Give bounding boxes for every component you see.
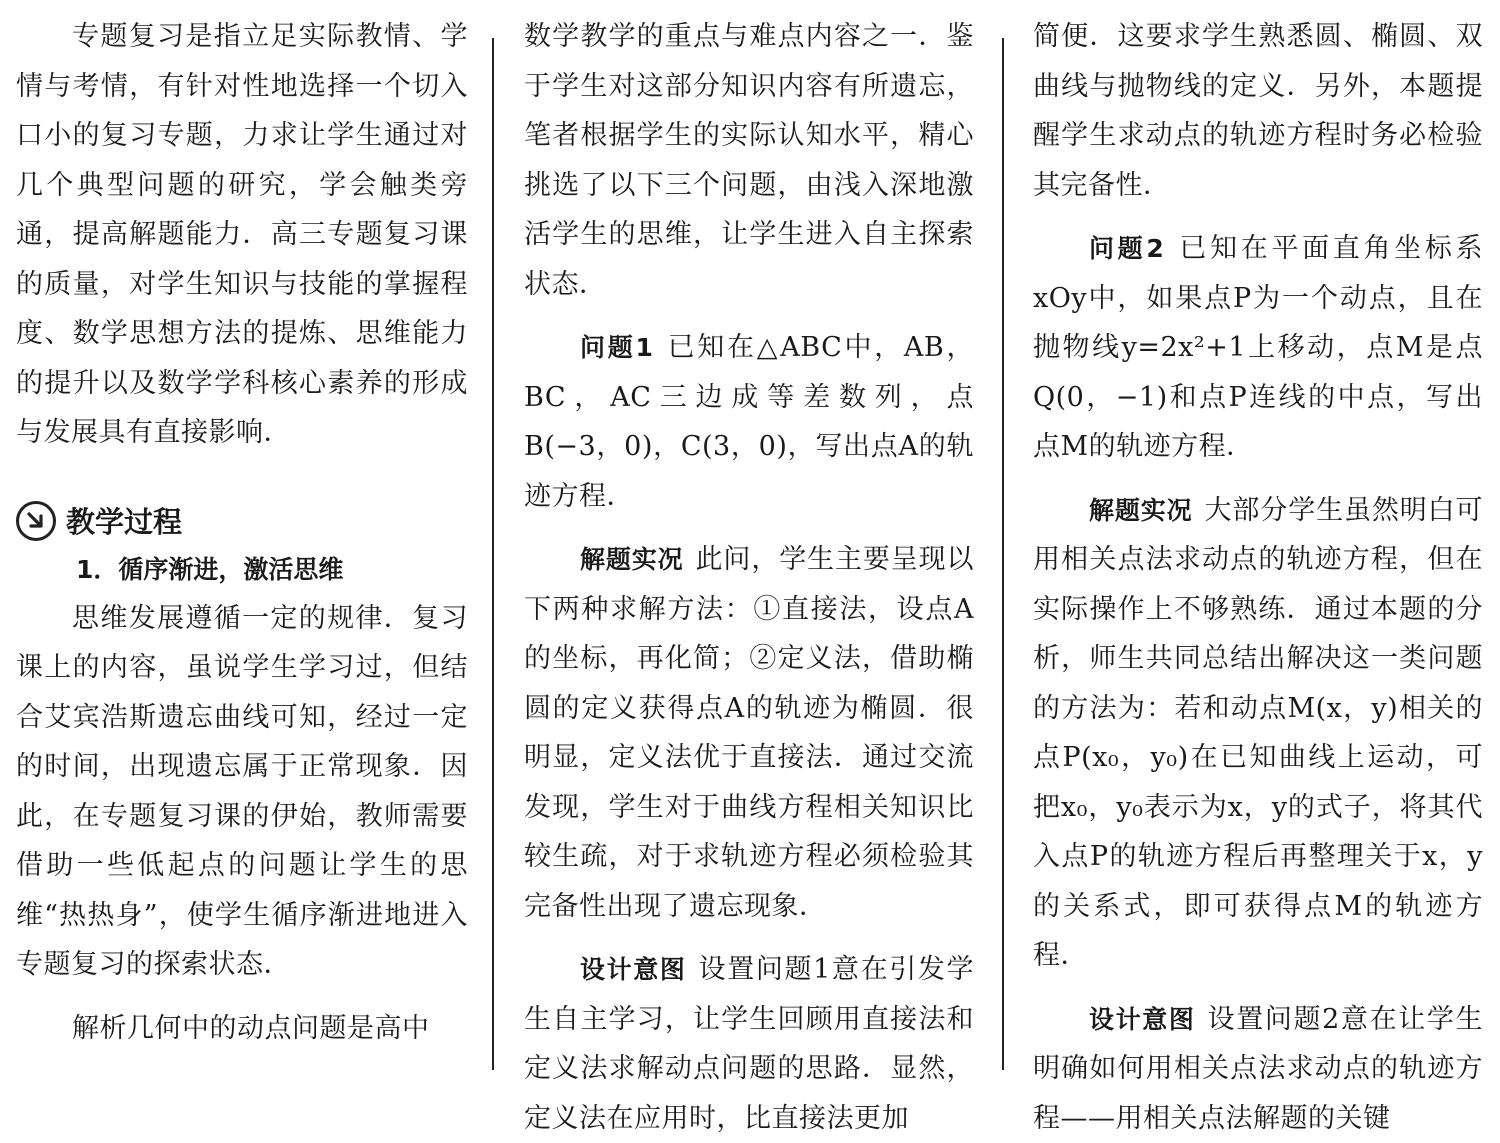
column-2 [524, 12, 974, 1143]
design-intent-text: 设置问题2意在让学生明确如何用相关点法求动点的轨迹方程——用相关点法解题的关键 [1033, 1004, 1483, 1134]
body-paragraph: 简便．这要求学生熟悉圆、椭圆、双曲线与抛物线的定义．另外，本题提醒学生求动点的轨迹方程时务必检验其完备性． [1033, 12, 1483, 210]
section-title: 教学过程 [66, 500, 182, 541]
problem-1-text: 已知在△ABC中，AB，BC，AC三边成等差数列，点B(−3，0)，C(3，0)，写出点A的轨迹方程． [524, 332, 974, 512]
solution-situation-2 [1033, 486, 1483, 981]
body-paragraph: 思维发展遵循一定的规律．复习课上的内容，虽说学生学习过，但结合艾宾浩斯遗忘曲线可知，经过一定的时间，出现遗忘属于正常现象．因此，在专题复习课的伊始，教师需要借助一些低起点的问题让学生的思维“热热身”，使学生循序渐进地进入专题复习的探索状态． [16, 594, 468, 990]
solution-situation-text: 此问，学生主要呈现以下两种求解方法：①直接法，设点A的坐标，再化简；②定义法，借助椭圆的定义获得点A的轨迹为椭圆．很明显，定义法优于直接法．通过交流发现，学生对于曲线方程相关知识比较生疏，对于求轨迹方程必须检验其完备性出现了遗忘现象． [524, 544, 974, 922]
problem-2-text: 已知在平面直角坐标系xOy中，如果点P为一个动点，且在抛物线y=2x²+1上移动，点M是点Q(0，−1)和点P连线的中点，写出点M的轨迹方程． [1033, 233, 1483, 462]
arrow-circle-icon [16, 501, 56, 541]
problem-1 [524, 323, 974, 521]
body-paragraph: 数学教学的重点与难点内容之一．鉴于学生对这部分知识内容有所遗忘，笔者根据学生的实际认知水平，精心挑选了以下三个问题，由浅入深地激活学生的思维，让学生进入自主探索状态． [524, 12, 974, 309]
problem-2 [1033, 224, 1483, 472]
design-intent-label: 设计意图 [580, 955, 687, 984]
problem-2-label: 问题2 [1089, 234, 1164, 263]
column-1 [16, 12, 468, 1053]
problem-1-label: 问题1 [580, 333, 653, 362]
solution-situation-text: 大部分学生虽然明白可用相关点法求动点的轨迹方程，但在实际操作上不够熟练．通过本题的分析，师生共同总结出解决这一类问题的方法为：若和动点M(x，y)相关的点P(x₀，y₀)在已知曲线上运动，可把x₀，y₀表示为x，y的式子，将其代入点P的轨迹方程后再整理关于x，y的关系式，即可获得点M的轨迹方程． [1033, 495, 1483, 972]
design-intent-label: 设计意图 [1089, 1005, 1196, 1034]
solution-situation-label: 解题实况 [1089, 496, 1193, 525]
design-intent-2 [1033, 995, 1483, 1143]
solution-situation-1 [524, 535, 974, 931]
design-intent-text: 设置问题1意在引发学生自主学习，让学生回顾用直接法和定义法求解动点问题的思路．显然，定义法在应用时，比直接法更加 [524, 954, 974, 1134]
column-divider-right [1002, 38, 1004, 1070]
section-heading [16, 496, 468, 546]
intro-paragraph: 专题复习是指立足实际教情、学情与考情，有针对性地选择一个切入口小的复习专题，力求让学生通过对几个典型问题的研究，学会触类旁通，提高解题能力．高三专题复习课的质量，对学生知识与技能的掌握程度、数学思想方法的提炼、思维能力的提升以及数学学科核心素养的形成与发展具有直接影响． [16, 12, 468, 458]
body-paragraph: 解析几何中的动点问题是高中 [16, 1004, 468, 1054]
column-divider-left [492, 38, 494, 1070]
subheading: 1．循序渐进，激活思维 [16, 546, 468, 594]
column-3 [1033, 12, 1483, 1143]
design-intent-1 [524, 945, 974, 1143]
solution-situation-label: 解题实况 [580, 545, 684, 574]
